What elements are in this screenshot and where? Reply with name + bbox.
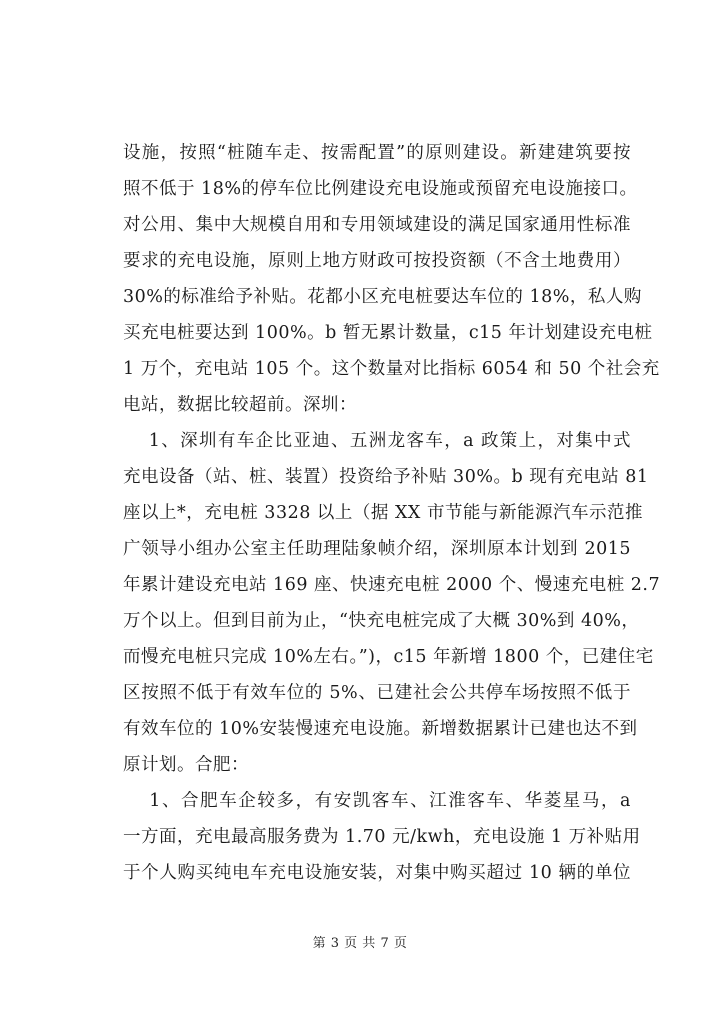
text-line-5: 30%的标准给予补贴。花都小区充电桩要达车位的 18%，私人购 (123, 287, 642, 307)
text-line-17: 有效车位的 10%安装慢速充电设施。新增数据累计已建也达不到 (123, 719, 638, 739)
text-line-6: 买充电桩要达到 100%。b 暂无累计数量，c15 年计划建设充电桩 (123, 323, 653, 343)
text-line-18: 原计划。合肥： (123, 755, 249, 775)
text-line-21: 于个人购买纯电车充电设施安装，对集中购买超过 10 辆的单位 (123, 863, 631, 883)
text-line-14: 万个以上。但到目前为止，“快充电桩完成了大概 30%到 40%， (123, 611, 640, 631)
text-line-4: 要求的充电设施，原则上地方财政可按投资额（不含土地费用） (123, 251, 631, 271)
text-line-10: 充电设备（站、桩、装置）投资给予补贴 30%。b 现有充电站 81 (123, 467, 649, 487)
text-line-16: 区按照不低于有效车位的 5%、已建社会公共停车场按照不低于 (123, 683, 631, 703)
text-line-12: 广领导小组办公室主任助理陆象帧介绍，深圳原本计划到 2015 (123, 539, 631, 559)
text-line-3: 对公用、集中大规模自用和专用领域建设的满足国家通用性标准 (123, 215, 631, 235)
text-line-8: 电站，数据比较超前。深圳： (123, 395, 357, 415)
text-line-13: 年累计建设充电站 169 座、快速充电桩 2000 个、慢速充电桩 2.7 (123, 575, 661, 595)
text-line-2: 照不低于 18%的停车位比例建设充电设施或预留充电设施接口。 (123, 179, 638, 199)
text-line-9: 1、深圳有车企比亚迪、五洲龙客车，a 政策上，对集中式 (123, 431, 631, 451)
text-line-11: 座以上*，充电桩 3328 以上（据 XX 市节能与新能源汽车示范推 (123, 503, 643, 523)
body-text (123, 135, 661, 891)
text-line-1: 设施，按照“桩随车走、按需配置”的原则建设。新建建筑要按 (123, 143, 631, 163)
page-number-footer: 第 3 页 共 7 页 (312, 936, 408, 951)
text-line-20: 一方面，充电最高服务费为 1.70 元/kwh，充电设施 1 万补贴用 (123, 827, 641, 847)
text-line-15: 而慢充电桩只完成 10%左右。”)，c15 年新增 1800 个，已建住宅 (123, 647, 654, 667)
text-line-19: 1、合肥车企较多，有安凯客车、江淮客车、华菱星马，a (123, 791, 631, 811)
text-line-7: 1 万个，充电站 105 个。这个数量对比指标 6054 和 50 个社会充 (123, 359, 660, 379)
